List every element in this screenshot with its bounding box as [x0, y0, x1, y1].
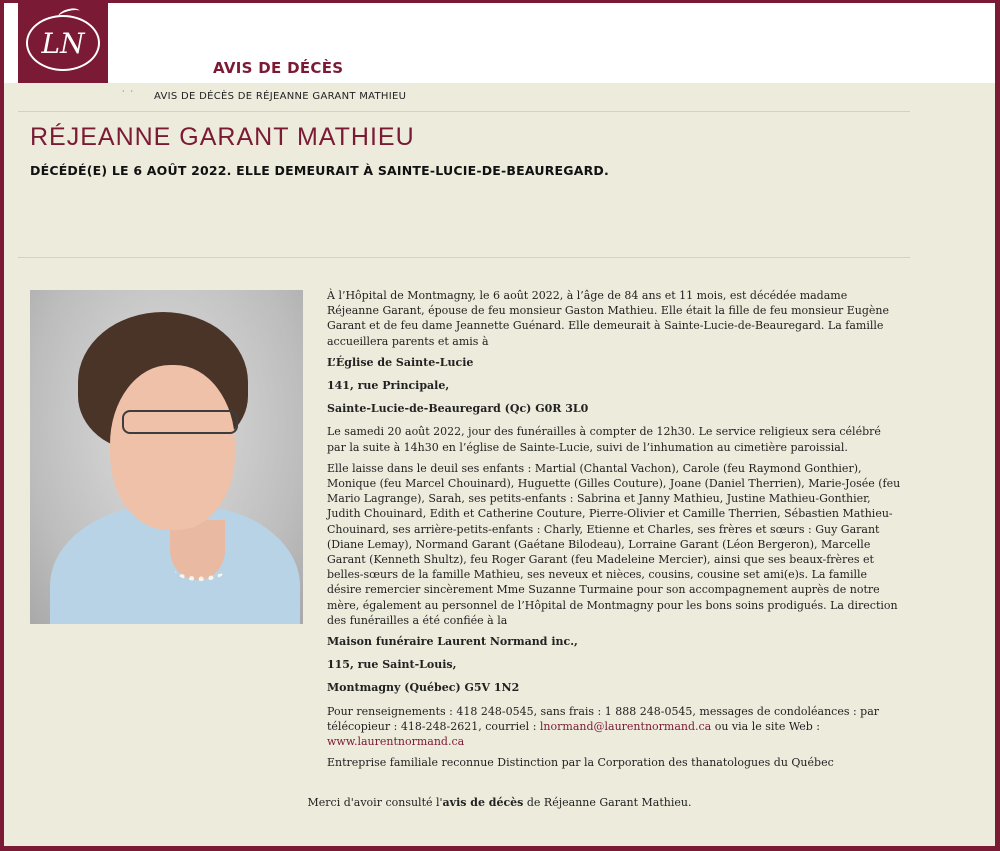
obituary-text [327, 288, 902, 776]
deceased-name: RÉJEANNE GARANT MATHIEU [30, 123, 415, 151]
divider [18, 111, 910, 112]
leaf-icon [57, 6, 81, 21]
portrait-photo [30, 290, 303, 624]
thanks-line [4, 796, 995, 809]
intro-paragraph: À l’Hôpital de Montmagny, le 6 août 2022, à l’âge de 84 ans et 11 mois, est décédée madame Réjeanne Garant, épouse de feu monsieur Gaston Mathieu. Elle était la fille de feu monsieur Eugène Garant et de feu dame Jeannette Guénard. Elle demeurait à Sainte-Lucie-de-Beauregard. La famille accueillera parents et amis à [327, 289, 889, 348]
photo-necklace [175, 560, 225, 581]
funeral-home-city: Montmagny (Québec) G5V 1N2 [327, 681, 520, 695]
nav-title[interactable]: AVIS DE DÉCÈS [213, 59, 344, 77]
logo-text: LN [41, 26, 85, 60]
site-logo[interactable] [18, 3, 108, 83]
divider [18, 257, 910, 258]
funeral-home-street: 115, rue Saint-Louis, [327, 658, 457, 672]
logo-monogram [26, 15, 100, 71]
family-paragraph: Elle laisse dans le deuil ses enfants : Martial (Chantal Vachon), Carole (feu Raymond Gonthier), Monique (feu Marcel Chouinard), Huguette (Gilles Couture), Joane (Daniel Therrien), Marie-Josée (feu Mario Lagrange), Sarah, ses petits-enfants : Sabrina et Janny Mathieu, Justine Mathieu-Gonthier, Judith Chouinard, Edith et Catherine Couture, Pierre-Olivier et Camille Therrien, Sébastien Mathieu-Chouinard, ses arrière-petits-enfants : Charly, Etienne et Charles, ses frères et sœurs : Guy Garant (Diane Lemay), Normand Garant (Gaétane Bilodeau), Lorraine Garant (Léon Bergeron), Marcelle Garant (Kenneth Shultz), feu Roger Garant (feu Madeleine Mercier), ainsi que ses beaux-frères et belles-sœurs de la famille Mathieu, ses neveux et nièces, cousins, cousine set ami(e)s. La famille désire remercier sincèrement Mme Suzanne Turmaine pour son accompagnement auprès de notre mère, également au personnel de l’Hôpital de Montmagny pour les bons soins prodigués. La direction des funérailles a été confiée à la [327, 461, 901, 627]
info-prefix: Pour renseignements : 418 248-0545, sans frais : 1 888 248-0545, messages de condoléances : par télécopieur : 418-248-2621, courriel : [327, 704, 880, 733]
breadcrumb-dots-icon: ·· [122, 87, 140, 96]
church-street: 141, rue Principale, [327, 379, 450, 393]
info-middle: ou via le site Web : [711, 719, 820, 733]
breadcrumb[interactable]: AVIS DE DÉCÈS DE RÉJEANNE GARANT MATHIEU [154, 91, 407, 102]
death-subtitle: DÉCÉDÉ(E) LE 6 AOÛT 2022. ELLE DEMEURAIT À SAINTE-LUCIE-DE-BEAUREGARD. [30, 163, 609, 178]
info-paragraph [327, 704, 902, 750]
photo-face [110, 365, 235, 530]
thanks-bold: avis de décès [442, 796, 524, 809]
photo-glasses [122, 410, 238, 434]
distinction-paragraph: Entreprise familiale reconnue Distinction par la Corporation des thanatologues du Québec [327, 756, 834, 770]
page-frame [4, 3, 995, 846]
church-name: L’Église de Sainte-Lucie [327, 355, 474, 369]
thanks-suffix: de Réjeanne Garant Mathieu. [523, 796, 692, 809]
funeral-home-name: Maison funéraire Laurent Normand inc., [327, 635, 578, 649]
church-city: Sainte-Lucie-de-Beauregard (Qc) G0R 3L0 [327, 402, 589, 416]
top-bar [4, 3, 995, 83]
website-link[interactable]: www.laurentnormand.ca [327, 735, 465, 749]
service-paragraph: Le samedi 20 août 2022, jour des funérailles à compter de 12h30. Le service religieux sera célébré par la suite à 14h30 en l’église de Sainte-Lucie, suivi de l’inhumation au cimetière paroissial. [327, 425, 881, 454]
email-link[interactable]: lnormand@laurentnormand.ca [539, 719, 712, 733]
thanks-prefix: Merci d'avoir consulté l' [307, 796, 443, 809]
